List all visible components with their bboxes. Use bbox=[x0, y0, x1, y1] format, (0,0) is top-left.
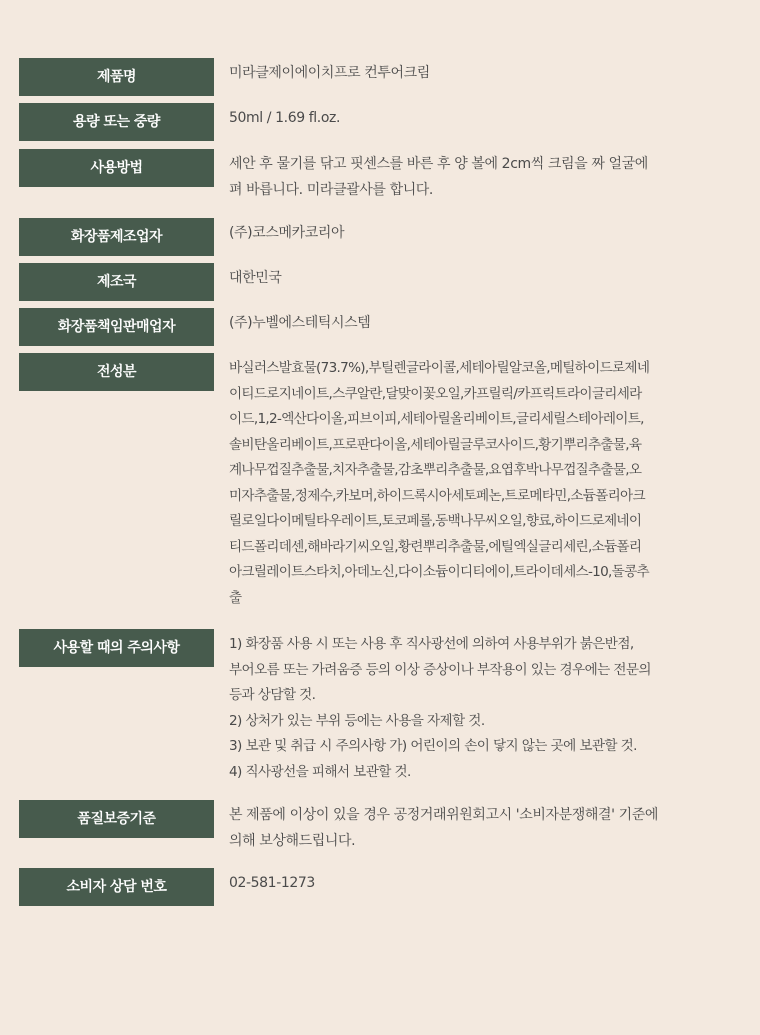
product-info-table bbox=[19, 58, 741, 906]
label-precautions: 사용할 때의 주의사항 bbox=[19, 629, 214, 667]
row-product-name bbox=[19, 58, 741, 96]
row-seller bbox=[19, 308, 741, 346]
value-contact: 02-581-1273 bbox=[229, 875, 315, 891]
label-quality: 품질보증기준 bbox=[19, 800, 214, 838]
label-product-name: 제품명 bbox=[19, 58, 214, 96]
label-country: 제조국 bbox=[19, 263, 214, 301]
label-ingredients: 전성분 bbox=[19, 353, 214, 391]
label-seller: 화장품책임판매업자 bbox=[19, 308, 214, 346]
row-manufacturer bbox=[19, 218, 741, 256]
row-country bbox=[19, 263, 741, 301]
row-contact bbox=[19, 868, 741, 906]
value-volume: 50ml / 1.69 fl.oz. bbox=[229, 110, 341, 126]
row-quality bbox=[19, 800, 741, 854]
value-quality: 본 제품에 이상이 있을 경우 공정거래위원회고시 '소비자분쟁해결' 기준에 의해 보상해드립니다. bbox=[229, 807, 658, 849]
value-manufacturer: (주)코스메카코리아 bbox=[229, 225, 345, 241]
value-product-name: 미라클제이에이치프로 컨투어크림 bbox=[229, 65, 430, 81]
value-usage: 세안 후 물기를 닦고 핏센스를 바른 후 양 볼에 2cm씩 크림을 짜 얼굴에 펴 바릅니다. 미라클괄사를 합니다. bbox=[229, 156, 648, 198]
label-usage: 사용방법 bbox=[19, 149, 214, 187]
row-precautions bbox=[19, 629, 741, 785]
row-volume bbox=[19, 103, 741, 141]
value-country: 대한민국 bbox=[229, 270, 282, 286]
row-ingredients bbox=[19, 353, 741, 611]
value-precautions: 1) 화장품 사용 시 또는 사용 후 직사광선에 의하여 사용부위가 붉은반점, 부어오름 또는 가려움증 등의 이상 증상이나 부작용이 있는 경우에는 전문의 등과 상담할 것. 2) 상처가 있는 부위 등에는 사용을 자제할 것. 3) 보관 및 취급 시 주의사항 가) 어린이의 손이 닿지 않는 곳에 보관할 것. 4) 직사광선을 피해서 보관할 것. bbox=[229, 636, 651, 780]
row-usage bbox=[19, 149, 741, 203]
label-contact: 소비자 상담 번호 bbox=[19, 868, 214, 906]
value-ingredients: 바실러스발효물(73.7%),부틸렌글라이콜,세테아릴알코올,메틸하이드로제네 이티드로지네이트,스쿠알란,달맞이꽃오일,카프릴릭/카프릭트라이글리세라 이드,1,2-엑산다이올,피브이피,세테아릴올리베이트,글리세릴스테아레이트, 솔비탄올리베이트,프로판다이올,세테아릴글루코사이드,황기뿌리추출물,육 계나무껍질추출물,치자추출물,감초뿌리추출물,요엽후박나무껍질추출물,오 미자추출물,정제수,카보머,하이드록시아세토페논,트로메타민,소듐폴리아크 릴로일다이메틸타우레이트,토코페롤,동백나무씨오일,향료,하이드로제네이 티드폴리데센,해바라기씨오일,황련뿌리추출물,에틸엑실글리세린,소듐폴리 아크릴레이트스타치,아데노신,다이소듐이디티에이,트라이데세스-10,돌콩추 출 bbox=[229, 360, 650, 606]
label-volume: 용량 또는 중량 bbox=[19, 103, 214, 141]
label-manufacturer: 화장품제조업자 bbox=[19, 218, 214, 256]
value-seller: (주)누벨에스테틱시스템 bbox=[229, 315, 371, 331]
